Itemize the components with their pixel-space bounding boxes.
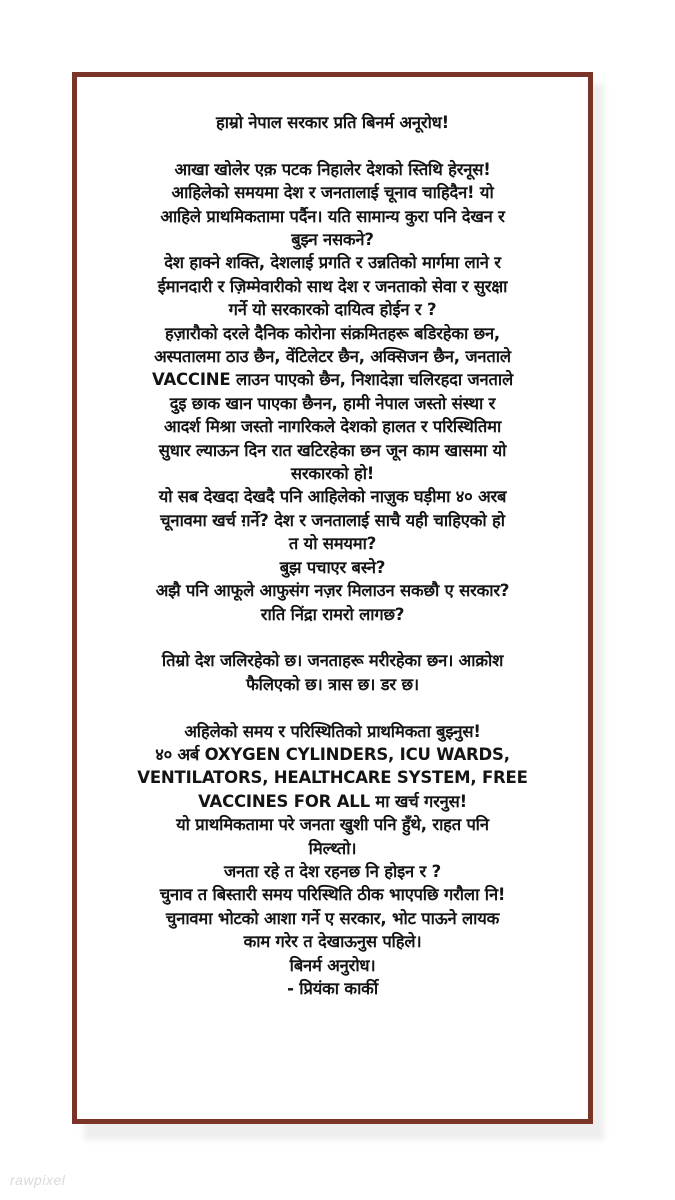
paragraph-gap	[83, 134, 582, 157]
letter-line: सुधार ल्याऊन दिन रात खटिरहेका छन जून काम खासमा यो	[158, 440, 507, 460]
letter-line: सरकारको हो!	[290, 464, 375, 484]
watermark: rawpixel	[10, 1172, 66, 1188]
letter-line: हज़ारौको दरले दैनिक कोरोना संक्रमितहरू बडिरहेका छन,	[165, 323, 500, 343]
letter-line: अस्पतालमा ठाउ छैन, वेंटिलेटर छैन, अक्सिजन छैन, जनताले	[154, 347, 511, 367]
letter-line: यो प्राथमिकतामा परे जनता खुशी पनि हुँथे, राहत पनि	[176, 815, 489, 835]
letter-title: हाम्रो नेपाल सरकार प्रति बिनर्म अनूरोध!	[216, 113, 449, 132]
paragraph-gap	[83, 696, 582, 719]
letter-line: अझै पनि आफूले आफुसंग नज़र मिलाउन सकछौ ए सरकार?	[155, 581, 510, 601]
letter-line: जनता रहे त देश रहनछ नि होइन र ?	[223, 861, 441, 881]
letter-line: आहिले प्राथमिकतामा पर्दैन। यति सामान्य कुरा पनि देखन र	[160, 206, 505, 226]
letter-line: ४० अर्ब OXYGEN CYLINDERS, ICU WARDS,	[155, 744, 510, 764]
letter-line: ईमानदारी र ज़िम्मेवारीको साथ देश र जनताको सेवा र सुरक्षा	[157, 276, 508, 296]
letter-line: आदर्श मिश्रा जस्तो नागरिकले देशको हालत र परिस्थितिमा	[163, 417, 502, 437]
letter-line: राति निंद्रा रामरो लागछ?	[260, 604, 405, 624]
letter-line: तिम्रो देश जलिरहेको छ। जनताहरू मरीरहेका छन। आक्रोश	[161, 651, 504, 671]
letter-line: फैलिएको छ। त्रास छ। डर छ।	[246, 674, 419, 694]
letter-line: बुझ्न नसकने?	[291, 230, 374, 250]
letter-line: मिल्थ्तो।	[308, 838, 357, 858]
letter-line: गर्ने यो सरकारको दायित्व होईन र ?	[228, 300, 437, 320]
letter-line: त यो समयमा?	[288, 534, 377, 554]
paragraph-gap	[83, 626, 582, 649]
letter-line: यो सब देखदा देखदै पनि आहिलेको नाज़ुक घड़ीमा ४० अरब	[158, 487, 507, 507]
letter-closing: बिनर्म अनुरोध।	[289, 955, 376, 975]
letter-signature: - प्रियंका कार्की	[287, 978, 378, 998]
letter-line: आखा खोलेर एक़ पटक निहालेर देशको स्तिथि हेरनूस!	[174, 159, 491, 179]
letter-line: VENTILATORS, HEALTHCARE SYSTEM, FREE	[137, 768, 528, 788]
letter-frame	[72, 72, 593, 1124]
letter-line: चूनावमा खर्च ग़र्ने? देश र जनतालाई साचै यही चाहिएको हो	[160, 510, 505, 530]
letter-body	[83, 111, 582, 1000]
letter-line: VACCINES FOR ALL मा खर्च गरनुस!	[198, 791, 467, 811]
letter-line: चुनावमा भोटको आशा गर्ने ए सरकार, भोट पाऊने लायक	[165, 908, 500, 928]
letter-line: अहिलेको समय र परिस्थितिको प्राथमिकता बुझ्नुस!	[184, 721, 481, 741]
letter-line: देश हाक्ने शक्ति, देशलाई प्रगति र उन्नतिको मार्गमा लाने र	[164, 253, 501, 273]
letter-line: VACCINE लाउन पाएको छैन, निशादेज्ञा चलिरहदा जनताले	[152, 370, 513, 390]
letter-line: आहिलेको समयमा देश र जनतालाई चूनाव चाहिदैन! यो	[171, 183, 494, 203]
letter-line: बुझ पचाएर बस्ने?	[279, 557, 386, 577]
letter-line: चुनाव त बिस्तारी समय परिस्थिति ठीक भाएपछि गरौला नि!	[159, 885, 506, 905]
letter-line: दुइ छाक खान पाएका छैनन, हामी नेपाल जस्तो संस्था र	[169, 393, 496, 413]
letter-line: काम गरेर त देखाऊनुस पहिले।	[243, 932, 422, 952]
